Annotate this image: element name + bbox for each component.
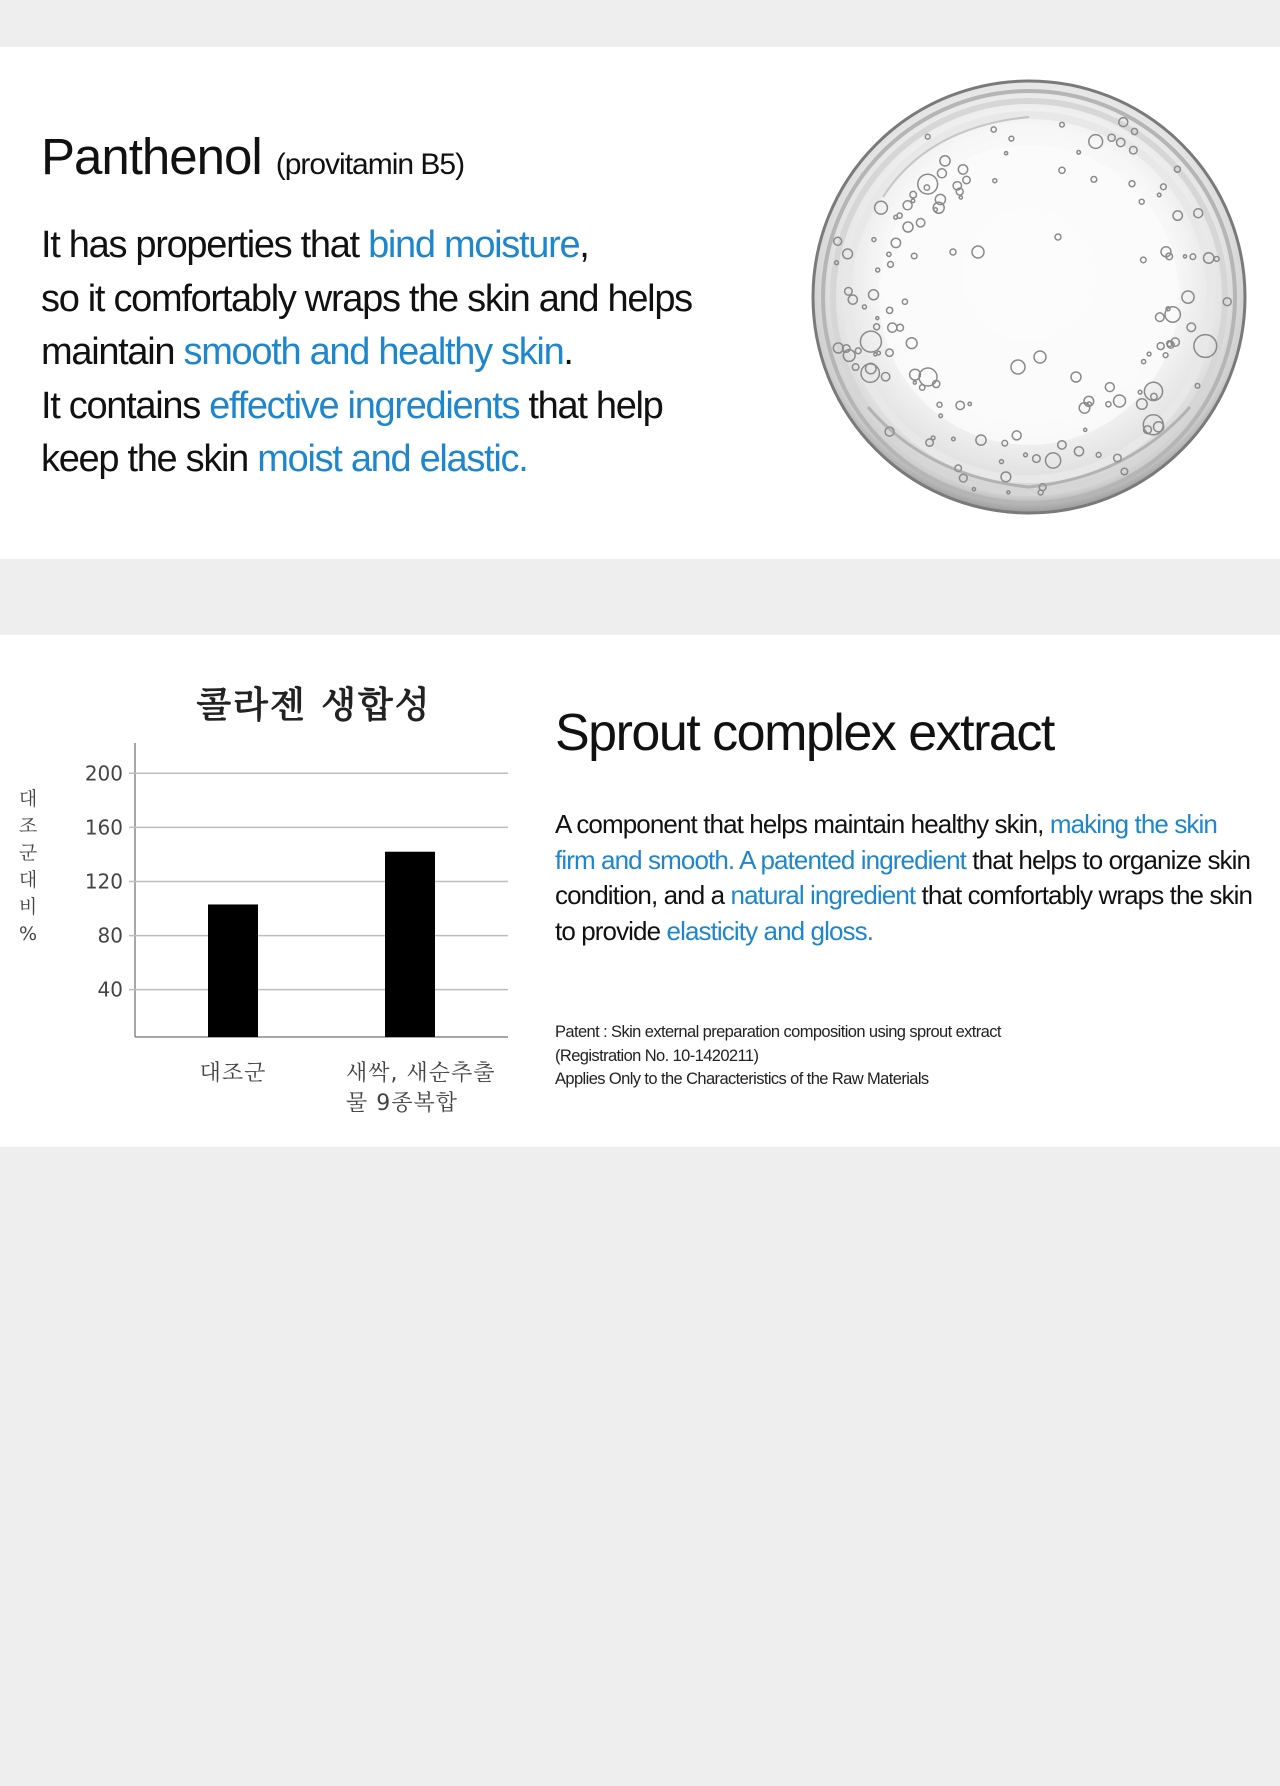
y-label-char: % [18,923,38,945]
highlight-text: effective ingredients [209,384,520,427]
bar [208,904,258,1037]
body-text: keep the skin [41,438,258,480]
body-text: maintain [41,331,184,373]
sprout-section [0,635,1280,1147]
panthenol-line [41,326,781,380]
y-label-char: 조 [18,815,38,837]
panthenol-line [41,219,781,273]
body-text: that help [519,384,663,427]
x-axis-labels [200,1061,496,1116]
y-tick-label: 80 [97,923,123,948]
y-label-char: 대 [18,788,38,810]
sprout-description [555,807,1255,950]
panthenol-line [41,433,781,487]
highlight-text: natural ingredient [730,880,916,911]
x-category-label: 물 9종복합 [346,1091,458,1116]
y-tick-label: 160 [84,815,123,840]
highlight-text: smooth and healthy skin [183,331,564,373]
chart-bars [208,852,435,1037]
y-tick-label: 120 [84,869,123,894]
body-text: It contains [41,384,210,427]
body-text: A component that helps maintain healthy skin, [555,809,1050,839]
x-category-label: 대조군 [199,1061,267,1086]
panthenol-title-sub: (provitamin B5) [275,148,465,181]
collagen-chart [0,635,540,1147]
body-text: . [563,331,573,373]
y-tick-label: 200 [84,761,123,786]
panthenol-line [41,273,781,327]
panthenol-title-main: Panthenol [41,128,262,185]
body-text: that comfortably wraps the skin to provide [555,880,1253,947]
panthenol-section [0,47,1280,559]
patent-note: (Registration No. 10-1420211) [555,1046,759,1065]
highlight-text: elasticity and gloss. [666,916,874,947]
highlight-text: moist and elastic. [257,438,528,480]
body-text: that helps to organize skin condition, and a [555,844,1251,911]
chart-grid [85,743,508,1037]
patent-note: Patent : Skin external preparation composition using sprout extract [555,1023,1001,1041]
y-label-char: 비 [18,896,38,918]
body-text: , [579,224,589,266]
chart-title: 콜라젠 생합성 [196,685,432,726]
panthenol-title [41,127,464,186]
body-text: so it comfortably wraps the skin and helps [41,277,692,320]
panthenol-line [41,380,781,434]
sprout-title: Sprout complex extract [555,704,1054,762]
body-text: It has properties that [41,224,369,266]
sprout-notes [555,1021,1255,1092]
y-axis-label [19,788,37,945]
y-tick-label: 40 [97,977,123,1002]
patent-note: Applies Only to the Characteristics of the Raw Materials [555,1070,929,1088]
petri-dish-icon [808,77,1250,517]
panthenol-description [41,219,781,487]
y-label-char: 군 [18,842,38,864]
bar [385,852,435,1037]
highlight-text: making the skin firm and smooth. [555,809,1217,875]
x-category-label: 새싹, 새순추출 [346,1061,496,1086]
y-label-char: 대 [18,869,38,891]
highlight-text: A patented ingredient [739,844,966,875]
highlight-text: bind moisture [368,224,580,266]
